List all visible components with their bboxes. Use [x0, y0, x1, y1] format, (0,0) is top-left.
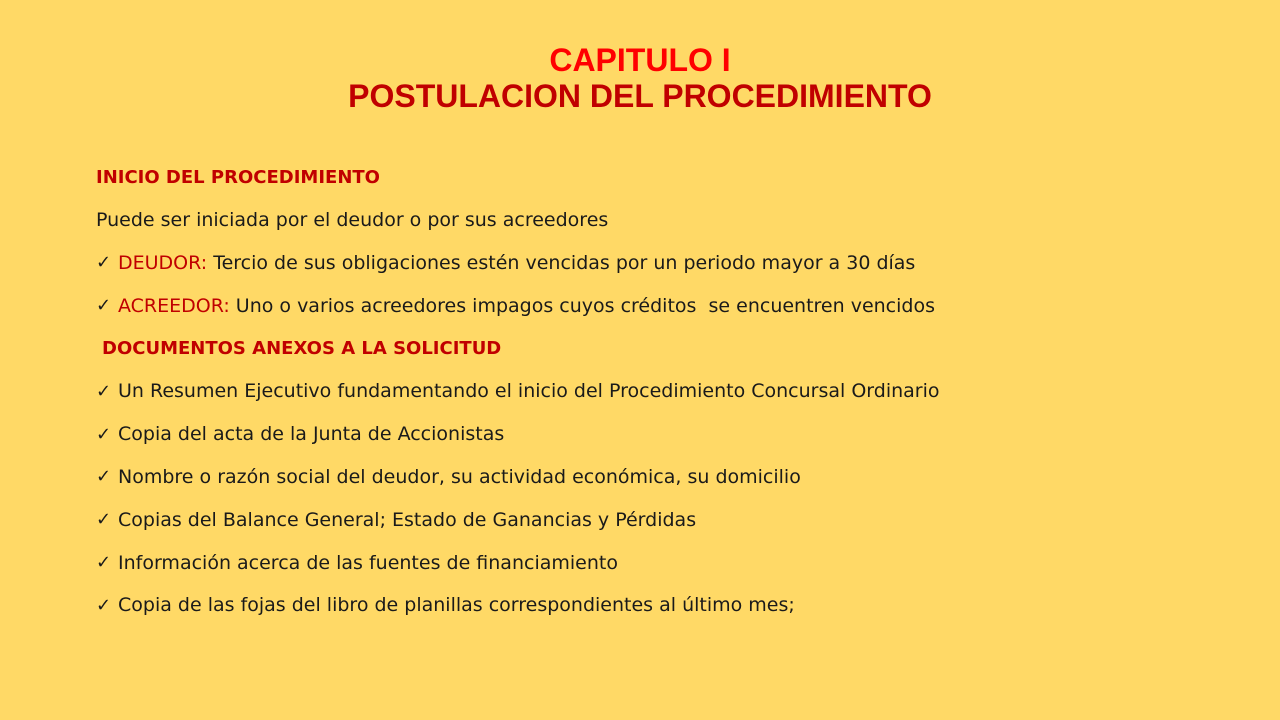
list-item: [96, 584, 1236, 627]
item-text: Copia del acta de la Junta de Accionistas: [118, 423, 505, 446]
checkmark-icon: ✓: [96, 252, 112, 274]
slide-body: [96, 156, 1236, 627]
list-item-acreedor: [96, 284, 1236, 327]
item-label: ACREEDOR:: [118, 294, 230, 317]
item-label: DEUDOR:: [118, 251, 208, 274]
list-item: [96, 456, 1236, 499]
section-heading-documentos: DOCUMENTOS ANEXOS A LA SOLICITUD: [102, 338, 502, 360]
item-text: Uno o varios acreedores impagos cuyos créditos se encuentren vencidos: [229, 294, 935, 317]
checkmark-icon: ✓: [96, 466, 112, 488]
list-item: [96, 498, 1236, 541]
checkmark-icon: ✓: [96, 509, 112, 531]
checkmark-icon: ✓: [96, 594, 112, 616]
item-text: Información acerca de las fuentes de financiamiento: [118, 551, 618, 574]
list-item: [96, 541, 1236, 584]
list-item: [96, 413, 1236, 456]
list-item: [96, 370, 1236, 413]
item-text: Copia de las fojas del libro de planillas correspondientes al último mes;: [118, 594, 795, 617]
checkmark-icon: ✓: [96, 380, 112, 402]
checkmark-icon: ✓: [96, 295, 112, 317]
section-heading-inicio: INICIO DEL PROCEDIMIENTO: [96, 166, 380, 188]
item-text: Un Resumen Ejecutivo fundamentando el inicio del Procedimiento Concursal Ordinario: [118, 380, 940, 403]
checkmark-icon: ✓: [96, 552, 112, 574]
item-text: Nombre o razón social del deudor, su actividad económica, su domicilio: [118, 465, 801, 488]
title-line-2: POSTULACION DEL PROCEDIMIENTO: [348, 78, 932, 114]
title-line-1: CAPITULO I: [549, 42, 731, 78]
slide-title: [0, 42, 1280, 114]
item-text: Copias del Balance General; Estado de Ganancias y Pérdidas: [118, 508, 697, 531]
list-item-deudor: [96, 242, 1236, 285]
item-text: Tercio de sus obligaciones estén vencidas por un periodo mayor a 30 días: [207, 251, 916, 274]
checkmark-icon: ✓: [96, 423, 112, 445]
intro-text: Puede ser iniciada por el deudor o por sus acreedores: [96, 209, 609, 232]
